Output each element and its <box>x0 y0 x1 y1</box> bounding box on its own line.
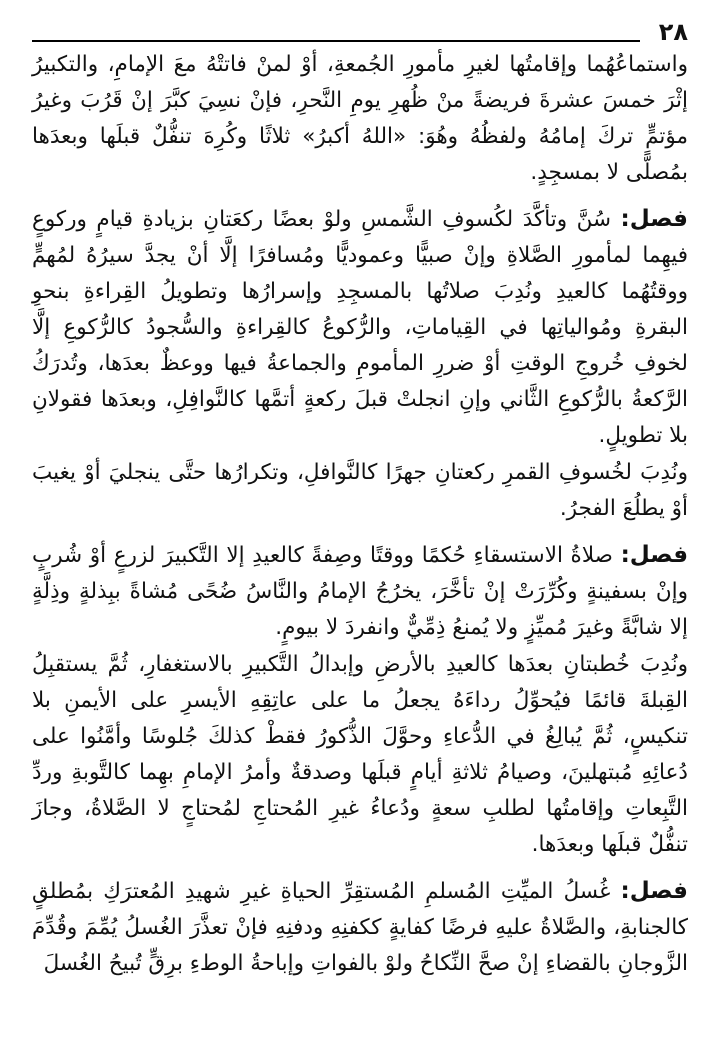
paragraph-text: واستماعُهُما وإقامتُها لغيرِ مأمورِ الجُمعةِ، أوْ لمنْ فاتتْهُ معَ الإمامِ، والتكبيرُ إثْرَ خمسَ عشرةَ فريضةً منْ ظُهرِ يومِ النَّحرِ، فإنْ نسِيَ كبَّرَ إنْ قَرُبَ وغيرُ مؤتمٍّ تركَ إمامُهُ ولفظُهُ وهُوَ: «اللهُ أكبرُ» ثلاثًا وكُرِهَ تنفُّلٌ قبلَها وبعدَها بمُصلًّى لا بمسجِدٍ. <box>32 52 688 185</box>
paragraph-3 <box>32 454 688 527</box>
paragraph-text: صلاةُ الاستسقاءِ حُكمًا ووقتًا وصِفةً كالعيدِ إلا التَّكبيرَ لزرعٍ أوْ شُربٍ وإنْ بسفينةٍ وكُرِّرَتْ إنْ تأخَّرَ، يخرُجُ الإمامُ والنَّاسُ ضُحًى مُشاةً ببِذلةٍ وذِلَّةٍ إلا شابَّةً وغيرَ مُميِّزٍ ولا يُمنعُ ذِمِّيٌّ وانفردَ لا بيومٍ. <box>32 543 688 640</box>
section-heading: فصل: <box>620 878 688 904</box>
page-header <box>32 18 688 48</box>
paragraph-text: سُنَّ وتأكَّدَ لكُسوفِ الشَّمسِ ولوْ بعضًا ركعَتانِ بزيادةِ قيامٍ وركوعٍ فيهِما لمأمورِ الصَّلاةِ وإنْ صبيًّا وعموديًّا ومُسافرًا إلَّا أنْ يجدَّ سيرُهُ لمُهمٍّ ووقتُهُما كالعيدِ ونُدِبَ صلاتُها بالمسجِدِ وإسرارُها وتطويلُ القِراءةِ بنحوِ البقرةِ ومُوالياتِها في القِياماتِ، والرُّكوعُ كالقِراءةِ والسُّجودُ كالرُّكوعِ إلَّا لخوفِ خُروجِ الوقتِ أوْ ضررِ المأمومِ والجماعةُ فيها ووعظٌ بعدَها، وتُدرَكُ الرَّكعةُ بالرُّكوعِ الثَّاني وإنِ انجلتْ قبلَ ركعةٍ أتمَّها كالنَّوافِلِ، وبعدَها فقولانِ بلا تطويلٍ. <box>32 207 688 448</box>
paragraph-4 <box>32 537 688 646</box>
paragraph-text: غُسلُ الميِّتِ المُسلمِ المُستقِرِّ الحياةِ غيرِ شهيدِ المُعترَكِ بمُطلقٍ كالجنابةِ، والصَّلاةُ عليهِ فرضًا كفايةٍ ككفنِهِ ودفنِهِ فإنْ تعذَّرَ الغُسلُ يُمِّمَ وقُدِّمَ الزَّوجانِ بالقضاءِ إنْ صحَّ النِّكاحُ ولوْ بالفواتِ وإباحةُ الوطءِ برِقٍّ تُبيحُ الغُسلَ <box>32 879 688 976</box>
paragraph-text: ونُدِبَ خُطبتانِ بعدَها كالعيدِ بالأرضِ وإبدالُ التَّكبيرِ بالاستغفارِ، ثُمَّ يستقبِلُ القِبلةَ قائمًا فيُحوِّلُ رداءَهُ يجعلُ ما على عاتِقِهِ الأيسرِ على الأيمنِ بلا تنكيسٍ، ثُمَّ يُبالِغُ في الدُّعاءِ وحوَّلَ الذُّكورُ فقطْ كذلكَ جُلوسًا وأمَّنُوا على دُعائِهِ مُبتهلينَ، وصيامُ ثلاثةِ أيامٍ قبلَها وصدقةٌ وأمرُ الإمامِ بهِما كالتَّوبةِ وردِّ التَّبِعاتِ وإقامتُها لطلبِ سعةٍ ودُعاءُ غيرِ المُحتاجِ لمُحتاجٍ لا الصَّلاةُ، وجازَ تنفُّلٌ قبلَها وبعدَها. <box>32 652 688 857</box>
paragraph-1 <box>32 46 688 191</box>
page-number: ٢٨ <box>658 18 688 46</box>
page-body <box>32 46 688 982</box>
paragraph-text: ونُدِبَ لخُسوفِ القمرِ ركعتانِ جهرًا كالنَّوافلِ، وتكرارُها حتَّى ينجليَ أوْ يغيبَ أوْ يطلُعَ الفجرُ. <box>32 460 688 521</box>
paragraph-2 <box>32 201 688 454</box>
section-heading: فصل: <box>620 206 688 232</box>
paragraph-6 <box>32 873 688 982</box>
section-heading: فصل: <box>620 542 689 568</box>
paragraph-5 <box>32 646 688 863</box>
header-rule <box>32 40 640 42</box>
